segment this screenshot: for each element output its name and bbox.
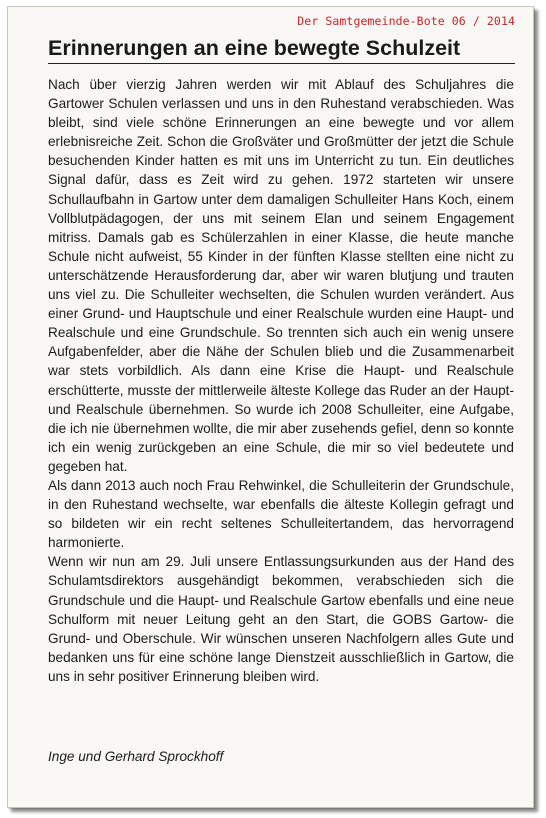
article-body bbox=[48, 75, 514, 686]
article-paragraph-1: Nach über vierzig Jahren werden wir mit Ablauf des Schuljahres die Gartower Schulen verlassen und uns in den Ruhestand verabschieden. Was bleibt, sind viele schöne Erinnerungen an eine bewegte und vor allem erlebnisreiche Zeit. Schon die Großväter und Großmütter der jetzt die Schule besuchenden Kinder hatten es mit uns im Unterricht zu tun. Ein deutliches Signal dafür, dass es Zeit wird zu gehen. 1972 starteten wir unsere Schullaufbahn in Gartow unter dem damaligen Schulleiter Hans Koch, einem Vollblutpädagogen, der uns mit seinem Elan und seinem Engagement mitriss. Damals gab es Schülerzahlen in einer Klasse, die heute manche Schule nicht aufweist, 55 Kinder in der fünften Klasse stellten eine nicht zu unterschätzende Herausforderung dar, aber wir waren blutjung und trauten uns viel zu. Die Schulleiter wechselten, die Schulen wurden verändert. Aus einer Grund- und Hauptschule und einer Realschule wurden eine Haupt- und Realschule und eine Grundschule. So trennten sich auch ein wenig unsere Aufgabenfelder, aber die Nähe der Schulen blieb und die Zusammenarbeit war stets vorbildlich. Als dann eine Krise die Haupt- und Realschule erschütterte, musste der mittlerweile älteste Kollege das Ruder an der Haupt- und Realschule übernehmen. So wurde ich 2008 Schulleiter, eine Aufgabe, die ich nie übernehmen wollte, die mir aber zusehends gefiel, denn so konnte ich ein wenig zurückgeben an eine Schule, die mir so viel bedeutete und gegeben hat. bbox=[48, 77, 514, 474]
article-paragraph-3: Wenn wir nun am 29. Juli unsere Entlassungsurkunden aus der Hand des Schulamtsdirektors ausgehändigt bekommen, verabschieden sich die Grundschule und die Haupt- und Realschule Gartow ebenfalls und eine neue Schulform mit neuer Leitung geht an den Start, die GOBS Gartow- die Grund- und Oberschule. Wir wünschen unseren Nachfolgern alles Gute und bedanken uns für eine schöne lange Dienstzeit ausschließlich in Gartow, die uns in sehr positiver Erinnerung bleiben wird. bbox=[48, 554, 514, 684]
publication-header: Der Samtgemeinde-Bote 06 / 2014 bbox=[297, 14, 515, 28]
title-divider bbox=[48, 63, 515, 64]
article-title: Erinnerungen an eine bewegte Schulzeit bbox=[48, 36, 461, 60]
newspaper-clipping bbox=[7, 6, 534, 808]
article-paragraph-2: Als dann 2013 auch noch Frau Rehwinkel, die Schulleiterin der Grundschule, in den Ruhestand wechselte, war ebenfalls die älteste Kollegin gefragt und so bildeten wir ein recht seltenes Schulleitertandem, das hervorragend harmonierte. bbox=[48, 477, 514, 551]
article-signature: Inge und Gerhard Sprockhoff bbox=[48, 749, 224, 764]
